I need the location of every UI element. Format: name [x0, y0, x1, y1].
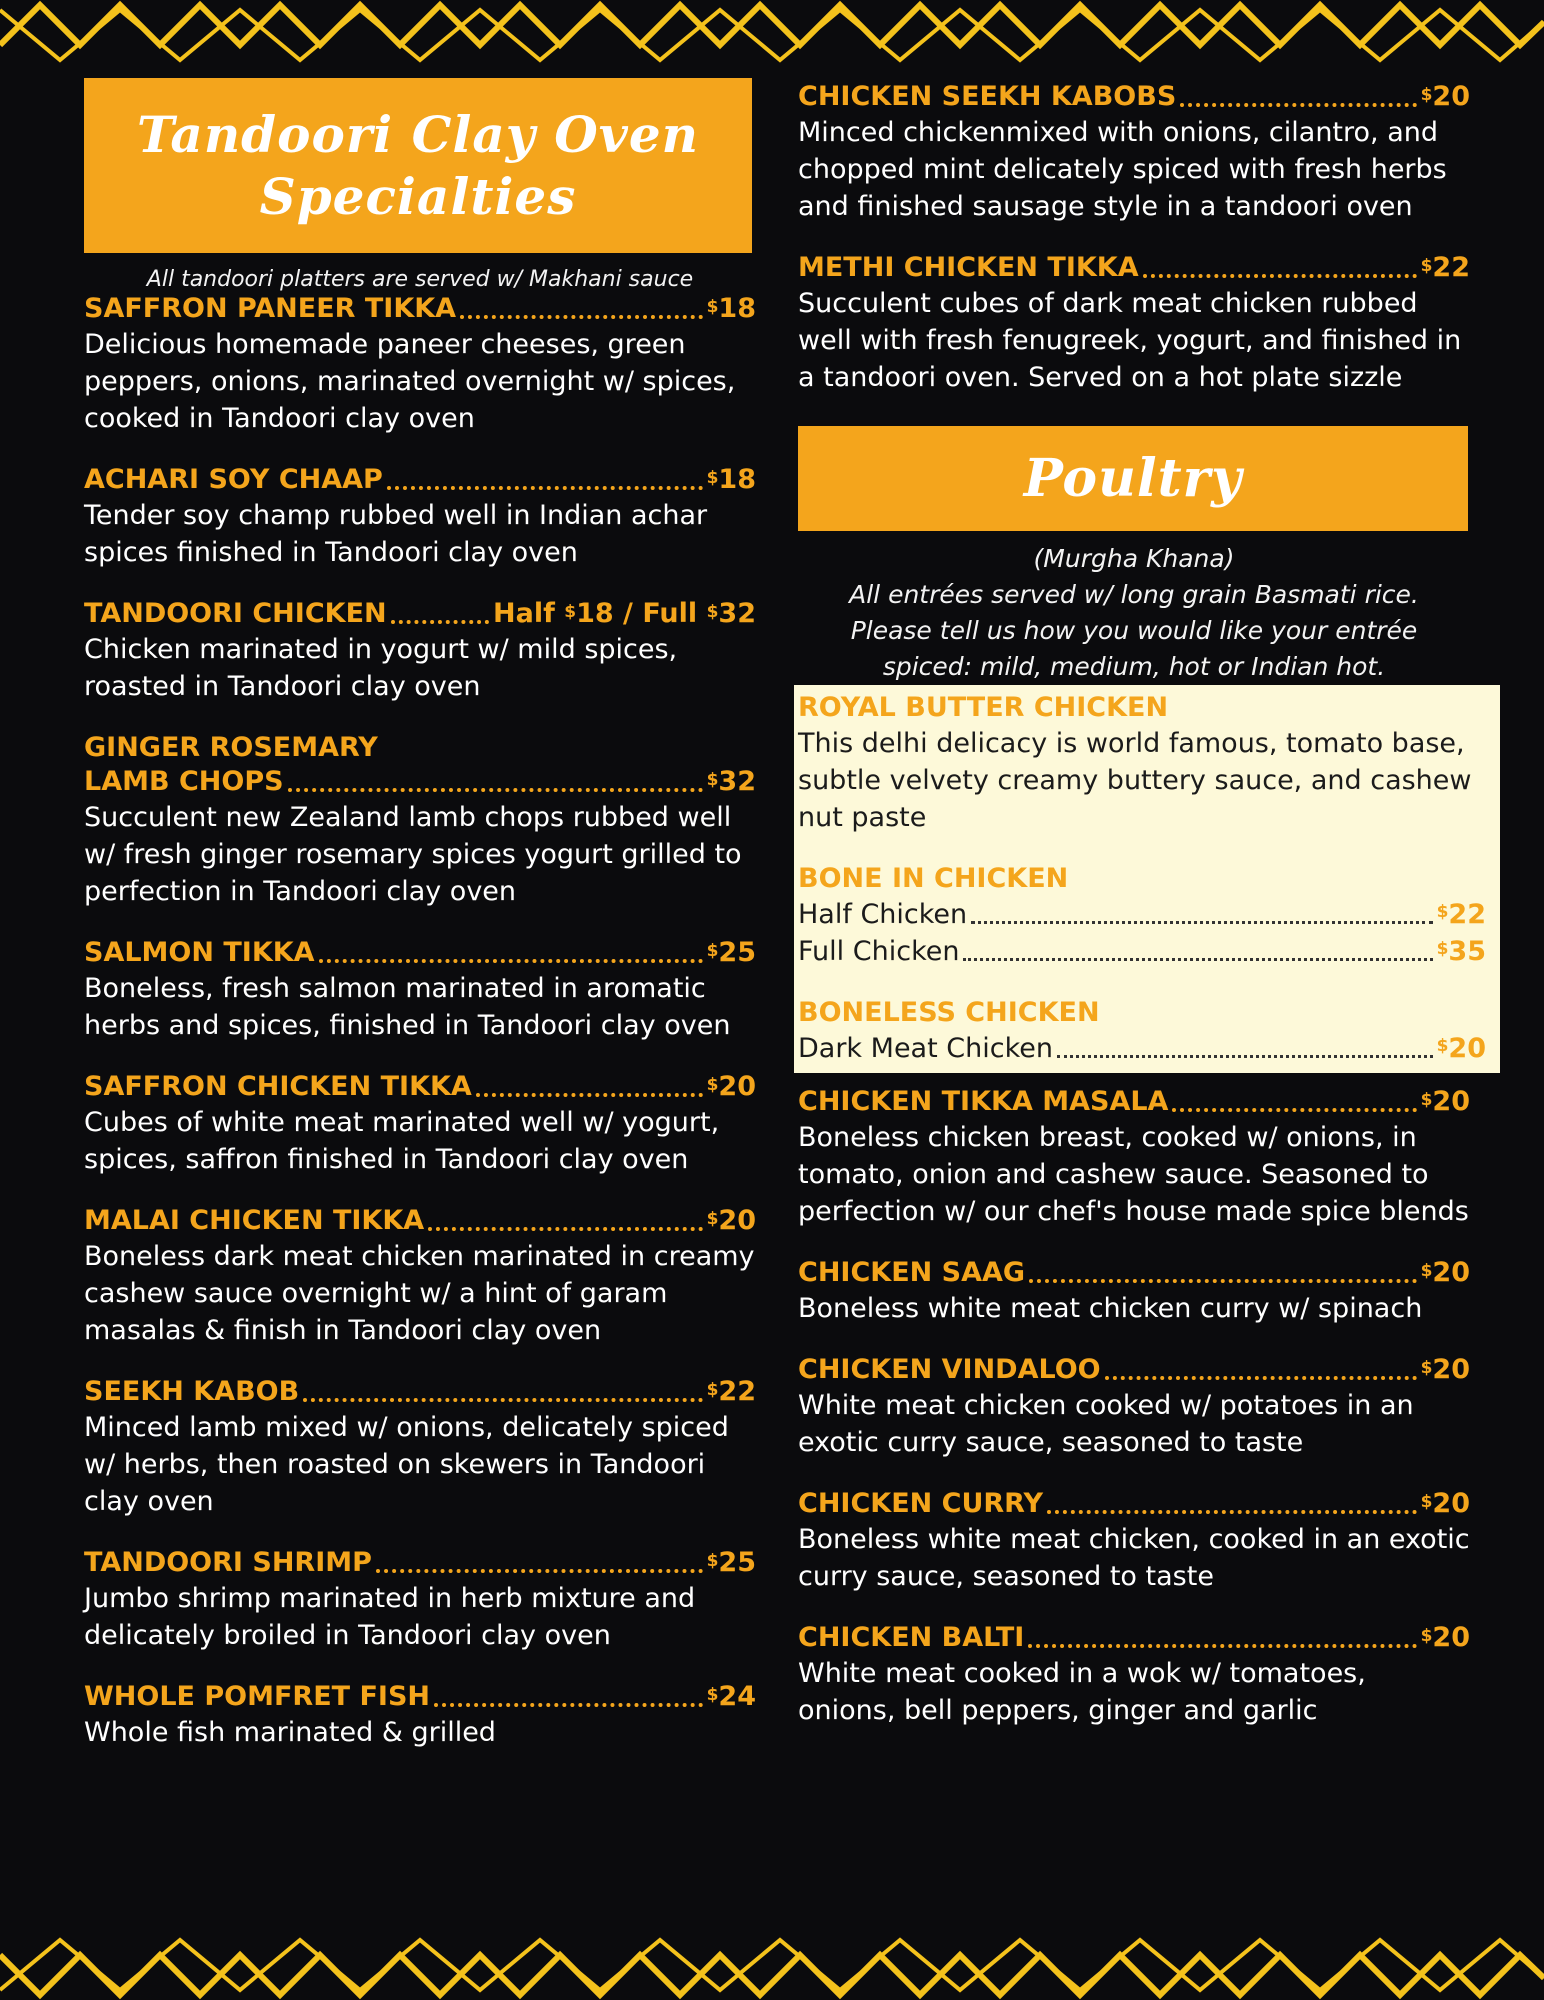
- item-description: Whole fish marinated & grilled: [84, 1717, 496, 1748]
- item-name-line1: GINGER ROSEMARY: [84, 732, 378, 763]
- leader-dots: [1057, 1055, 1433, 1058]
- leader-dots: [1028, 1644, 1416, 1648]
- menu-item: [84, 1375, 756, 1520]
- item-description: Jumbo shrimp marinated in herb mixture and delicately broiled in Tandoori clay oven: [84, 1583, 696, 1651]
- leader-dots: [1180, 103, 1416, 107]
- featured-chicken-box: [794, 685, 1500, 1073]
- item-price: $22: [706, 1376, 756, 1407]
- menu-item: [84, 1204, 756, 1349]
- leader-dots: [460, 315, 703, 319]
- item-name: SAFFRON PANEER TIKKA: [84, 293, 457, 324]
- item-description: Minced lamb mixed w/ onions, delicately spiced w/ herbs, then roasted on skewers in Tandoori clay oven: [84, 1412, 729, 1517]
- option-price: $35: [1436, 936, 1486, 967]
- item-description: Cubes of white meat marinated well w/ yogurt, spices, saffron finished in Tandoori clay oven: [84, 1107, 720, 1175]
- leader-dots: [428, 1227, 702, 1231]
- leader-dots: [963, 958, 1432, 961]
- menu-item: [798, 1256, 1470, 1327]
- menu-item: [798, 80, 1470, 225]
- option-label: Half Chicken: [798, 899, 968, 930]
- item-name: CHICKEN BALTI: [798, 1622, 1025, 1653]
- item-price: $32: [706, 766, 756, 797]
- item-price: $25: [706, 1547, 756, 1578]
- poultry-note-3: spiced: mild, medium, hot or Indian hot.: [882, 652, 1386, 681]
- item-name: CHICKEN CURRY: [798, 1488, 1044, 1519]
- item-name: WHOLE POMFRET FISH: [84, 1681, 431, 1712]
- item-name: LAMB CHOPS: [84, 766, 284, 797]
- item-description: Succulent new Zealand lamb chops rubbed well w/ fresh ginger rosemary spices yogurt grilled to perfection in Tandoori clay oven: [84, 802, 742, 907]
- leader-dots: [391, 620, 489, 624]
- item-description: Succulent cubes of dark meat chicken rubbed well with fresh fenugreek, yogurt, and finished in a tandoori oven. Served on a hot plate sizzle: [798, 288, 1462, 393]
- left-column: [84, 78, 756, 1777]
- leader-dots: [1105, 1376, 1417, 1380]
- poultry-note-2: Please tell us how you would like your entrée: [850, 616, 1418, 645]
- price-option: [798, 896, 1486, 933]
- tandoori-note: All tandoori platters are served w/ Makhani sauce: [146, 267, 694, 292]
- leader-dots: [319, 959, 703, 963]
- item-price: $20: [706, 1205, 756, 1236]
- price-option: [798, 1030, 1486, 1067]
- item-name: MALAI CHICKEN TIKKA: [84, 1205, 425, 1236]
- item-price: $20: [1420, 1488, 1470, 1519]
- item-description: This delhi delicacy is world famous, tomato base, subtle velvety creamy buttery sauce, and cashew nut paste: [798, 728, 1472, 833]
- item-description: Chicken marinated in yogurt w/ mild spices, roasted in Tandoori clay oven: [84, 634, 678, 702]
- leader-dots: [971, 921, 1432, 924]
- price-option: [798, 933, 1486, 970]
- item-description: Boneless white meat chicken, cooked in an exotic curry sauce, seasoned to taste: [798, 1524, 1470, 1592]
- right-column: [798, 80, 1486, 1755]
- item-name: CHICKEN VINDALOO: [798, 1354, 1101, 1385]
- leader-dots: [1143, 274, 1417, 278]
- item-price-half-full: Half $18 / Full $32: [493, 598, 756, 629]
- item-name: SAFFRON CHICKEN TIKKA: [84, 1071, 472, 1102]
- menu-item: [84, 463, 756, 571]
- option-price: $20: [1436, 1033, 1486, 1064]
- item-price: $20: [1420, 81, 1470, 112]
- item-name: METHI CHICKEN TIKKA: [798, 252, 1139, 283]
- leader-dots: [1172, 1108, 1416, 1112]
- menu-item: [84, 731, 756, 910]
- option-label: Full Chicken: [798, 936, 960, 967]
- item-name: ROYAL BUTTER CHICKEN: [798, 692, 1169, 723]
- menu-item: [798, 996, 1486, 1067]
- menu-item: [84, 936, 756, 1044]
- menu-item: [798, 691, 1486, 836]
- leader-dots: [1047, 1510, 1417, 1514]
- item-price: $20: [706, 1071, 756, 1102]
- poultry-section-title: Poultry: [798, 426, 1468, 531]
- leader-dots: [303, 1398, 702, 1402]
- leader-dots: [476, 1093, 703, 1097]
- item-name: CHICKEN TIKKA MASALA: [798, 1086, 1169, 1117]
- menu-item: [798, 1621, 1470, 1729]
- item-description: Tender soy champ rubbed well in Indian achar spices finished in Tandoori clay oven: [84, 500, 708, 568]
- option-label: Dark Meat Chicken: [798, 1033, 1053, 1064]
- item-description: Boneless white meat chicken curry w/ spinach: [798, 1293, 1423, 1324]
- item-price: $24: [706, 1681, 756, 1712]
- item-price: $18: [706, 293, 756, 324]
- tandoori-title-line1: Tandoori Clay Oven: [137, 104, 699, 164]
- item-name: ACHARI SOY CHAAP: [84, 464, 383, 495]
- item-name: TANDOORI CHICKEN: [84, 598, 387, 629]
- tandoori-section-title: [84, 78, 752, 253]
- item-description: White meat cooked in a wok w/ tomatoes, onions, bell peppers, ginger and garlic: [798, 1658, 1366, 1726]
- item-description: Boneless dark meat chicken marinated in creamy cashew sauce overnight w/ a hint of garam masalas & finish in Tandoori clay oven: [84, 1241, 755, 1346]
- tandoori-title-line2: Specialties: [259, 166, 577, 226]
- item-description: Boneless chicken breast, cooked w/ onions, in tomato, onion and cashew sauce. Seasoned to perfection w/ our chef's house made spice blends: [798, 1122, 1469, 1227]
- menu-item: [84, 1070, 756, 1178]
- menu-item: [798, 1353, 1470, 1461]
- menu-item: [798, 1085, 1470, 1230]
- item-name: SEEKH KABOB: [84, 1376, 300, 1407]
- item-price: $20: [1420, 1622, 1470, 1653]
- bottom-border-pattern: [0, 1930, 1544, 2000]
- menu-item: [798, 251, 1470, 396]
- item-name: CHICKEN SAAG: [798, 1257, 1026, 1288]
- item-price: $20: [1420, 1257, 1470, 1288]
- item-name: TANDOORI SHRIMP: [84, 1547, 372, 1578]
- menu-item: [798, 862, 1486, 970]
- item-description: White meat chicken cooked w/ potatoes in an exotic curry sauce, seasoned to taste: [798, 1390, 1414, 1458]
- item-price: $22: [1420, 252, 1470, 283]
- item-name: BONE IN CHICKEN: [798, 863, 1069, 894]
- item-price: $20: [1420, 1354, 1470, 1385]
- item-description: Delicious homemade paneer cheeses, green peppers, onions, marinated overnight w/ spices, cooked in Tandoori clay oven: [84, 329, 736, 434]
- option-price: $22: [1436, 899, 1486, 930]
- menu-item: [798, 1487, 1470, 1595]
- leader-dots: [434, 1703, 703, 1707]
- item-price: $25: [706, 937, 756, 968]
- item-name: BONELESS CHICKEN: [798, 997, 1100, 1028]
- item-price: $20: [1420, 1086, 1470, 1117]
- leader-dots: [387, 486, 703, 490]
- leader-dots: [1029, 1279, 1417, 1283]
- item-name: CHICKEN SEEKH KABOBS: [798, 81, 1177, 112]
- item-price: $18: [706, 464, 756, 495]
- leader-dots: [288, 788, 703, 792]
- menu-item: [84, 597, 756, 705]
- top-border-pattern: [0, 0, 1544, 70]
- poultry-subtitle: (Murgha Khana): [1033, 544, 1235, 573]
- item-name: SALMON TIKKA: [84, 937, 315, 968]
- menu-item: [84, 292, 756, 437]
- menu-item: [84, 1546, 756, 1654]
- item-description: Boneless, fresh salmon marinated in aromatic herbs and spices, finished in Tandoori clay oven: [84, 973, 731, 1041]
- leader-dots: [376, 1569, 703, 1573]
- menu-item: [84, 1680, 756, 1751]
- item-description: Minced chickenmixed with onions, cilantro, and chopped mint delicately spiced with fresh herbs and finished sausage style in a tandoori oven: [798, 117, 1447, 222]
- poultry-note-1: All entrées served w/ long grain Basmati rice.: [849, 580, 1419, 609]
